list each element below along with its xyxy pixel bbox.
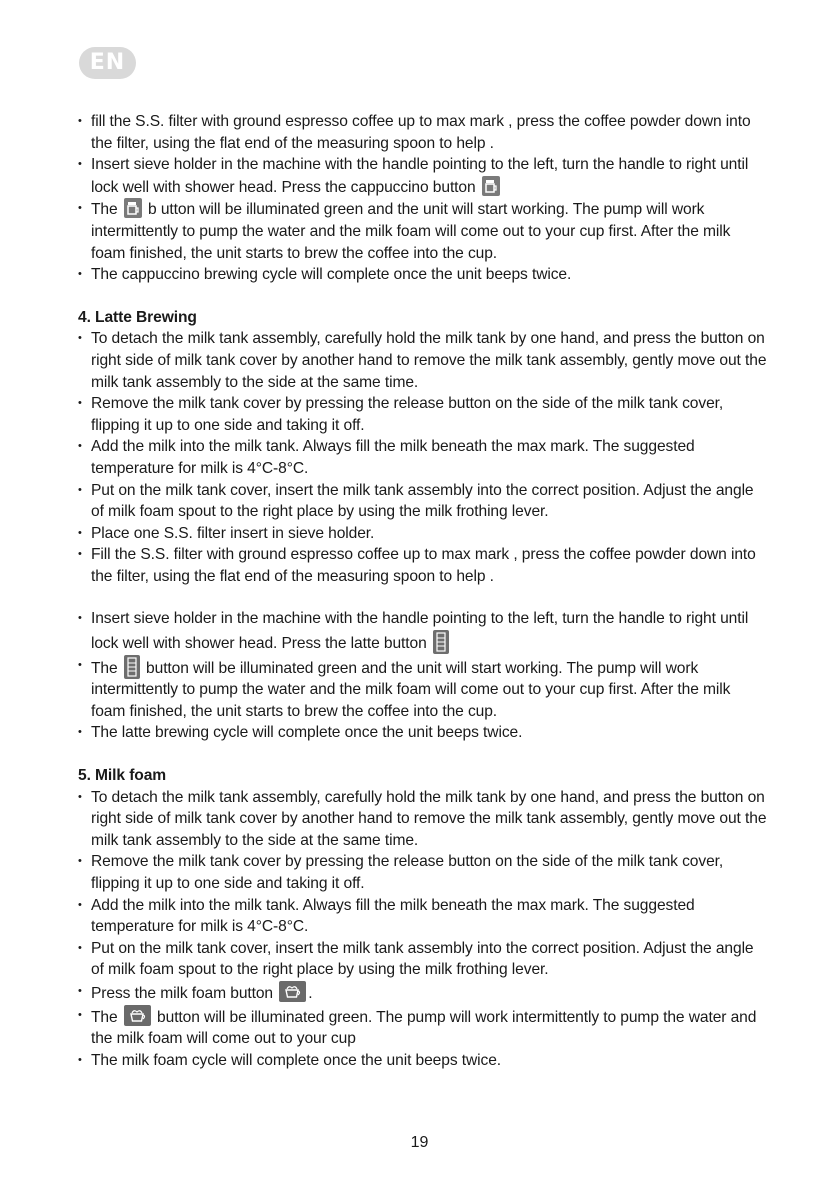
step-text: The	[91, 1008, 118, 1026]
cappuccino-button-icon	[124, 198, 142, 218]
step-text: Insert sieve holder in the machine with the handle pointing to the left, turn the handle to right until lock well with shower head. Press the latte button	[91, 610, 749, 653]
list-item	[78, 393, 768, 436]
list-item	[78, 1005, 768, 1050]
step-text: Put on the milk tank cover, insert the milk tank assembly into the correct position. Adjust the angle of milk foam spout to the right place by using the milk frothing lever.	[91, 481, 754, 521]
list-item	[78, 608, 768, 654]
list-item	[78, 436, 768, 479]
step-text: b utton will be illuminated green and the unit will start working. The pump will work intermittently to pump the water and the milk foam will come out to your cup first. After the milk foam finished, the unit starts to brew the coffee into the cup.	[91, 201, 731, 262]
list-item	[78, 328, 768, 393]
list-item	[78, 938, 768, 981]
list-item	[78, 851, 768, 894]
latte-button-icon	[124, 655, 140, 679]
step-text: Add the milk into the milk tank. Always fill the milk beneath the max mark. The suggested temperature for milk is 4°C-8°C.	[91, 896, 695, 936]
step-text: Press the milk foam button	[91, 984, 274, 1002]
step-text: Remove the milk tank cover by pressing the release button on the side of the milk tank cover, flipping it up to one side and taking it off.	[91, 395, 724, 434]
list-item	[78, 655, 768, 723]
step-text: Add the milk into the milk tank. Always fill the milk beneath the max mark. The suggested temperature for milk is 4°C-8°C.	[91, 438, 695, 477]
step-text: button will be illuminated green. The pump will work intermittently to pump the water and the milk foam will come out to your cup	[91, 1008, 757, 1048]
latte-button-icon	[433, 630, 449, 654]
step-text: fill the S.S. filter with ground espresso coffee up to max mark , press the coffee powder down into the filter, using the flat end of the measuring spoon to help .	[91, 113, 751, 152]
milk-foam-button-icon	[279, 981, 306, 1002]
latte-steps-list-continued	[78, 608, 768, 744]
latte-steps-list	[78, 328, 768, 587]
section-heading-milk-foam: 5. Milk foam	[78, 767, 167, 785]
step-text: The latte brewing cycle will complete once the unit beeps twice.	[91, 724, 523, 742]
list-item	[78, 895, 768, 938]
list-item	[78, 480, 768, 523]
step-text: To detach the milk tank assembly, carefully hold the milk tank by one hand, and press the button on right side of milk tank cover by another hand to remove the milk tank assembly, gently move out the milk tank assembly to the side at the same time.	[91, 788, 767, 849]
list-item	[78, 981, 768, 1005]
list-item	[78, 787, 768, 852]
step-text: The milk foam cycle will complete once the unit beeps twice.	[91, 1051, 502, 1069]
cappuccino-steps-list	[78, 111, 768, 286]
milk-foam-steps-list	[78, 787, 768, 1072]
step-text: Remove the milk tank cover by pressing the release button on the side of the milk tank cover, flipping it up to one side and taking it off.	[91, 853, 724, 892]
step-text: The	[91, 201, 118, 219]
step-text: button will be illuminated green and the unit will start working. The pump will work intermittently to pump the water and the milk foam will come out to your cup first. After the milk foam finished, the unit starts to brew the coffee into the cup.	[91, 659, 731, 720]
step-text: Insert sieve holder in the machine with the handle pointing to the left, turn the handle to right until lock well with shower head. Press the cappuccino button	[91, 156, 749, 196]
manual-content	[78, 111, 768, 1071]
cappuccino-button-icon	[482, 176, 500, 196]
step-text: To detach the milk tank assembly, carefully hold the milk tank by one hand, and press the button on right side of milk tank cover by another hand to remove the milk tank assembly, gently move out the milk tank assembly to the side at the same time.	[91, 330, 767, 391]
list-item	[78, 523, 768, 545]
milk-foam-button-icon	[124, 1005, 151, 1026]
list-item	[78, 1050, 768, 1072]
step-text: .	[308, 984, 313, 1002]
step-text: Place one S.S. filter insert in sieve holder.	[91, 524, 375, 542]
list-item	[78, 198, 768, 264]
step-text: Fill the S.S. filter with ground espresso coffee up to max mark , press the coffee powder down into the filter, using the flat end of the measuring spoon to help .	[91, 546, 756, 585]
section-heading-latte: 4. Latte Brewing	[78, 308, 197, 326]
step-text: The cappuccino brewing cycle will complete once the unit beeps twice.	[91, 266, 572, 284]
step-text: The	[91, 659, 118, 677]
list-item	[78, 544, 768, 587]
language-badge: EN	[79, 47, 136, 79]
step-text: Put on the milk tank cover, insert the milk tank assembly into the correct position. Adjust the angle of milk foam spout to the right place by using the milk frothing lever.	[91, 939, 754, 979]
list-item	[78, 722, 768, 744]
list-item	[78, 111, 768, 154]
list-item	[78, 154, 768, 198]
page-number: 19	[410, 1134, 429, 1151]
list-item	[78, 264, 768, 286]
